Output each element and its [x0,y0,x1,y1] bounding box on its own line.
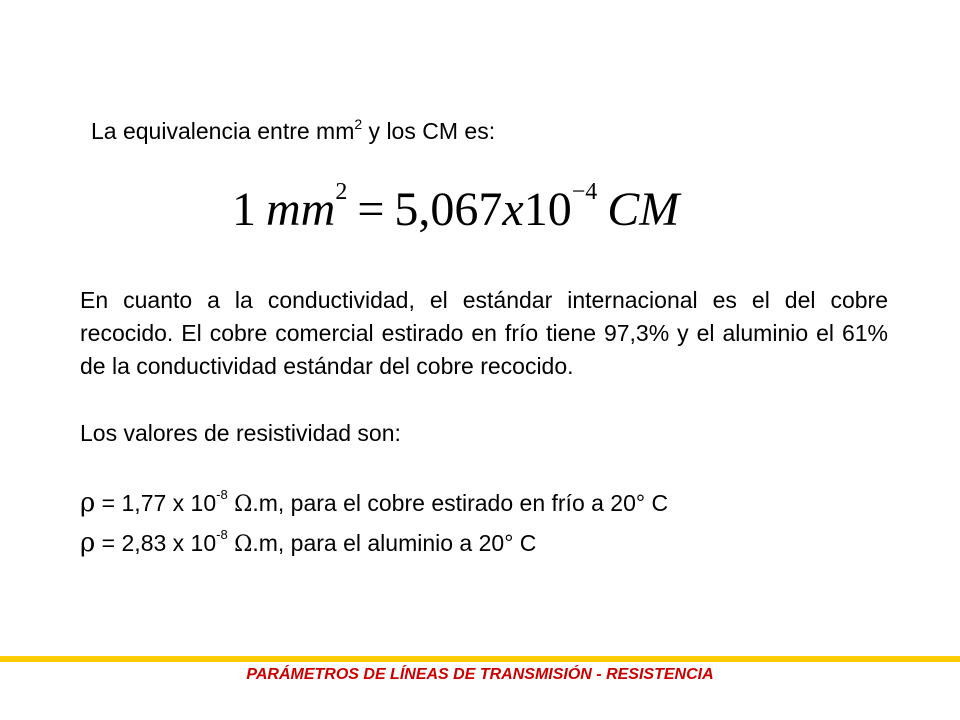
resistivity-heading: Los valores de resistividad son: [80,420,401,446]
footer-divider [0,656,960,662]
conversion-formula [232,179,680,236]
formula-lhs-unit: mm [266,183,336,236]
intro-text-after: y los CM es: [362,118,496,144]
formula-rhs-unit: CM [607,183,680,236]
footer-title: PARÁMETROS DE LÍNEAS DE TRANSMISIÓN - RESISTENCIA [246,666,714,683]
resistivity-aluminum [80,528,536,558]
equivalence-intro [91,118,495,145]
intro-text-before: La equivalencia entre mm [91,118,355,144]
conductivity-paragraph: En cuanto a la conductividad, el estándar internacional es el del cobre recocido. El cobre comercial estirado en frío tiene 97,3% y el aluminio el 61% de la conductividad estándar del cobre recocido. [80,287,888,379]
resistivity-exponent: -8 [216,527,228,542]
resistivity-copper [80,488,668,518]
omega-symbol: Ω [234,492,253,517]
resistivity-value: = 2,83 x 10 [95,530,217,556]
formula-coefficient: 5,067 [394,183,503,236]
resistivity-description: .m, para el aluminio a 20° C [252,530,537,556]
formula-base: 10 [523,183,572,236]
rho-symbol: ρ [80,488,96,518]
omega-symbol: Ω [234,532,253,557]
resistivity-value: = 1,77 x 10 [95,490,217,516]
formula-times: x [502,183,524,236]
formula-lhs-exponent: 2 [335,179,348,205]
formula-lhs-number: 1 [232,183,256,236]
resistivity-description: .m, para el cobre estirado en frío a 20° C [252,490,669,516]
intro-superscript: 2 [354,116,363,132]
rho-symbol: ρ [80,528,96,558]
resistivity-exponent: -8 [216,487,228,502]
formula-exponent: −4 [571,179,598,205]
formula-equals: = [357,183,385,236]
